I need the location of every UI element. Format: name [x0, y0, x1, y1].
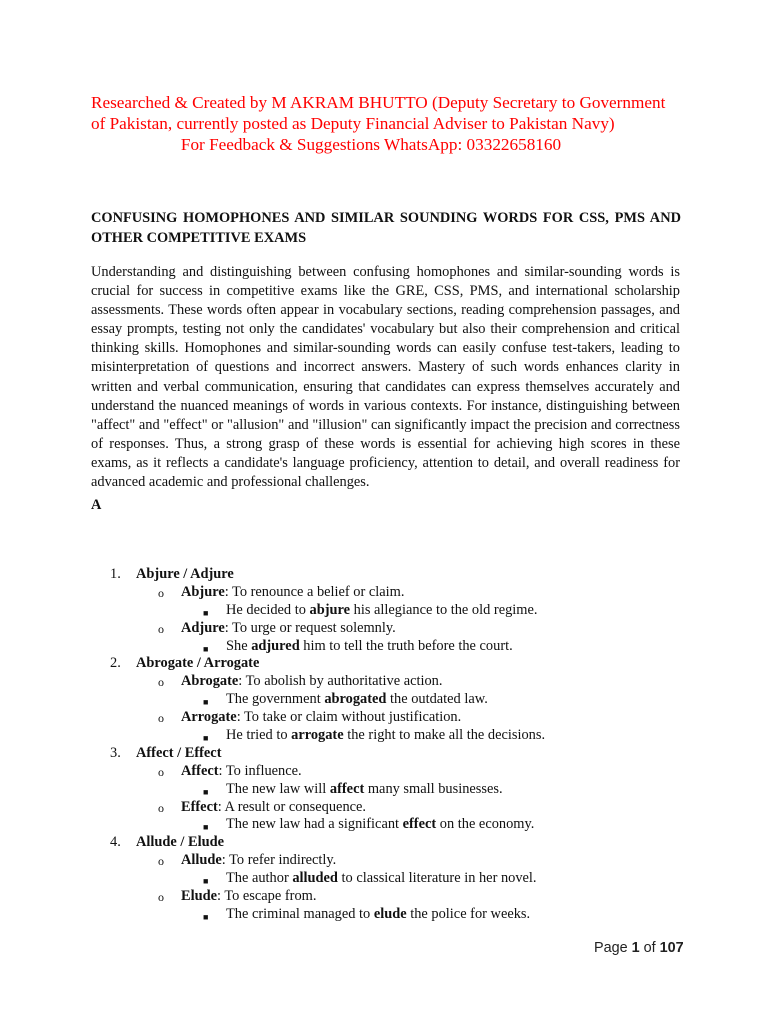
- intro-paragraph: Understanding and distinguishing between confusing homophones and similar-sounding words is crucial for success in competitive exams like the GRE, CSS, PMS, and international scholarship assessments. These words often appear in vocabulary sections, reading comprehension passages, and essay prompts, testing not only the candidates' vocabulary but also their comprehension and critical thinking skills. Homophones and similar-sounding words can easily confuse test-takers, leading to misinterpretation of questions and incorrect answers. Mastery of such words enhances clarity in written and verbal communication, ensuring that candidates can express themselves accurately and understand the nuanced meanings of words in various contexts. For instance, distinguishing between "affect" and "effect" or "allusion" and "illusion" can significantly impact the precision and correctness of responses. Thus, a strong grasp of these words is essential for achieving high scores in these exams, as it reflects a candidate's language proficiency, attention to detail, and overall readiness for advanced academic and professional challenges.: [91, 264, 680, 491]
- example-sentence: He decided to abjure his allegiance to the old regime.: [226, 601, 538, 618]
- definition: Arrogate: To take or claim without justification.: [181, 709, 462, 726]
- definition: Adjure: To urge or request solemnly.: [181, 619, 396, 636]
- circle-bullet-icon: o: [158, 621, 164, 636]
- example-sentence: The author alluded to classical literature in her novel.: [226, 870, 537, 887]
- term: Allude: [181, 852, 222, 869]
- square-bullet-icon: ■: [203, 822, 209, 833]
- example-sentence: She adjured him to tell the truth before the court.: [226, 637, 513, 654]
- author-header: [91, 92, 691, 155]
- term: Affect: [181, 762, 219, 779]
- square-bullet-icon: ■: [203, 643, 209, 654]
- square-bullet-icon: ■: [203, 697, 209, 708]
- word-pair: Allude / Elude: [136, 834, 224, 851]
- definition: Affect: To influence.: [181, 762, 302, 779]
- term: Elude: [181, 888, 217, 905]
- list-number: 3.: [110, 744, 121, 761]
- list-number: 4.: [110, 834, 121, 851]
- square-bullet-icon: ■: [203, 876, 209, 887]
- circle-bullet-icon: o: [158, 890, 164, 905]
- term: Arrogate: [181, 709, 237, 726]
- list-item: [0, 745, 768, 834]
- example-sentence: The government abrogated the outdated law.: [226, 691, 488, 708]
- section-letter: A: [91, 497, 102, 513]
- example-sentence: The new law will affect many small businesses.: [226, 780, 503, 797]
- definition: Elude: To escape from.: [181, 888, 317, 905]
- square-bullet-icon: ■: [203, 733, 209, 744]
- page-counter: Page 1 of 107: [594, 940, 684, 956]
- term: Abrogate: [181, 673, 239, 690]
- list-number: 1.: [110, 566, 121, 582]
- list-number: 2.: [110, 655, 121, 672]
- example-sentence: The new law had a significant effect on the economy.: [226, 816, 535, 833]
- square-bullet-icon: ■: [203, 911, 209, 922]
- term: Abjure: [181, 583, 225, 600]
- circle-bullet-icon: o: [158, 675, 164, 690]
- circle-bullet-icon: o: [158, 854, 164, 869]
- circle-bullet-icon: o: [158, 764, 164, 779]
- header-line-2: of Pakistan, currently posted as Deputy Financial Adviser to Pakistan Navy): [91, 114, 615, 133]
- list-item: [0, 834, 768, 923]
- definition: Abrogate: To abolish by authoritative action.: [181, 673, 443, 690]
- definition: Effect: A result or consequence.: [181, 798, 367, 815]
- circle-bullet-icon: o: [158, 711, 164, 726]
- document-title: CONFUSING HOMOPHONES AND SIMILAR SOUNDING WORDS FOR CSS, PMS AND OTHER COMPETITIVE EXAMS: [91, 210, 681, 246]
- square-bullet-icon: ■: [203, 786, 209, 797]
- circle-bullet-icon: o: [158, 585, 164, 600]
- list-item: [0, 655, 768, 744]
- example-sentence: The criminal managed to elude the police for weeks.: [226, 905, 531, 922]
- word-pair: Affect / Effect: [136, 744, 222, 761]
- term: Adjure: [181, 619, 225, 636]
- list-item: [0, 566, 768, 655]
- example-sentence: He tried to arrogate the right to make all the decisions.: [226, 727, 546, 744]
- circle-bullet-icon: o: [158, 800, 164, 815]
- definition: Abjure: To renounce a belief or claim.: [181, 583, 405, 600]
- square-bullet-icon: ■: [203, 607, 209, 618]
- word-pair: Abjure / Adjure: [136, 566, 234, 582]
- word-list: [0, 566, 768, 924]
- word-pair: Abrogate / Arrogate: [136, 655, 260, 672]
- header-line-3: For Feedback & Suggestions WhatsApp: 03322658160: [180, 135, 562, 154]
- header-line-1: Researched & Created by M AKRAM BHUTTO (Deputy Secretary to Government: [91, 93, 666, 112]
- term: Effect: [181, 798, 218, 815]
- definition: Allude: To refer indirectly.: [181, 852, 337, 869]
